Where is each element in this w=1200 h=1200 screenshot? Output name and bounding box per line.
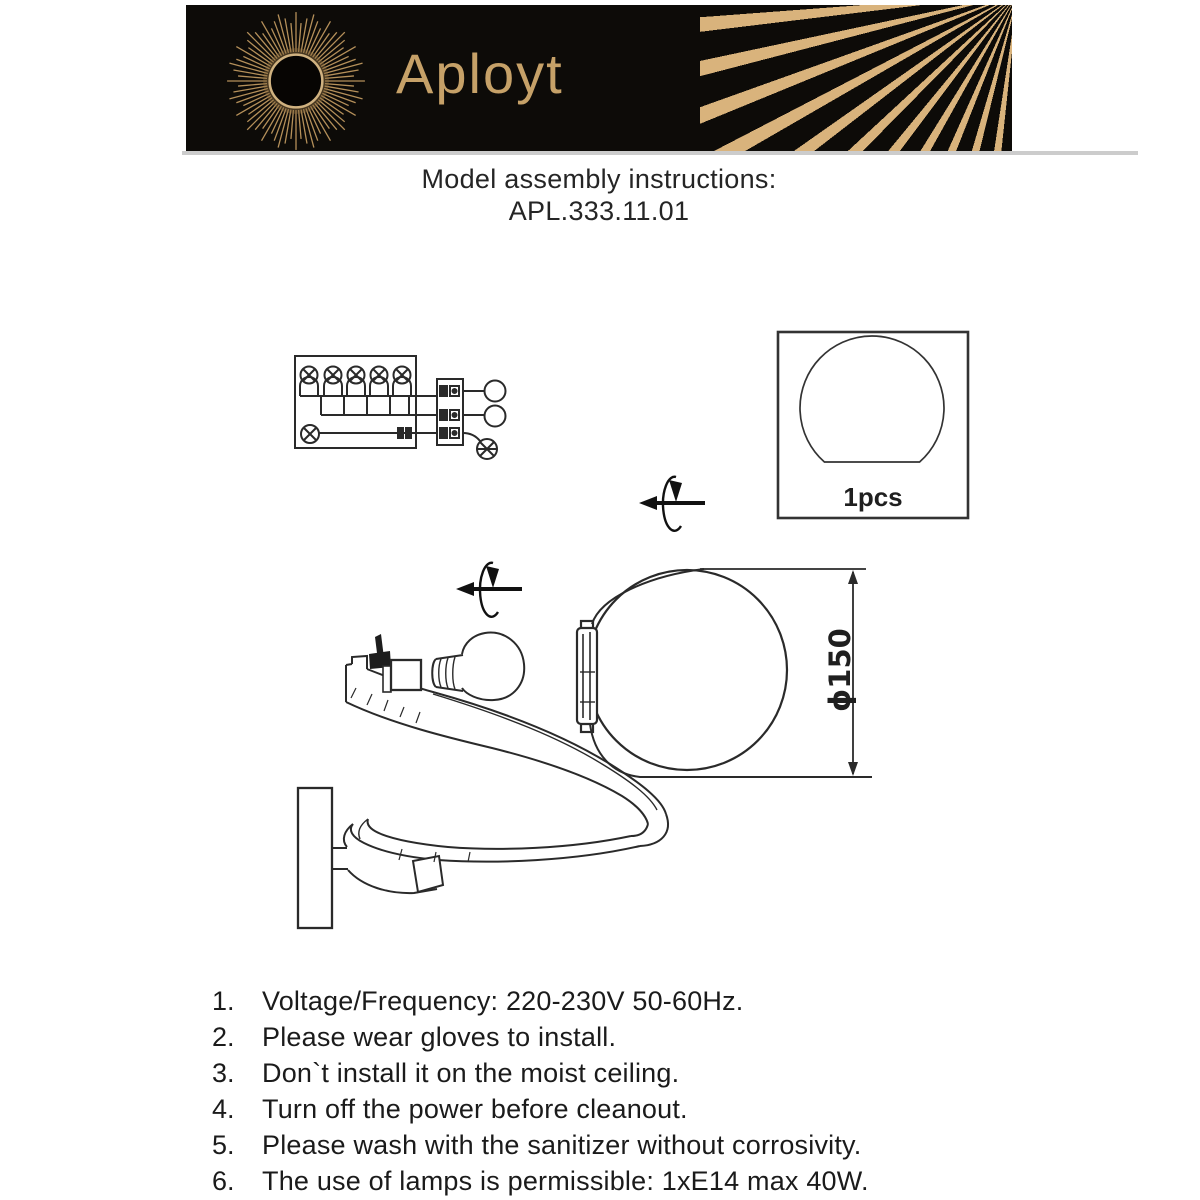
lamp-circle-x-icon [300,367,411,397]
rotation-arrow-icon [456,563,522,617]
item-number: 2. [212,1022,235,1052]
instruction-item [212,1094,869,1130]
terminal-block [437,379,463,445]
item-text: Voltage/Frequency: 220-230V 50-60Hz. [262,986,744,1016]
item-number: 6. [212,1166,235,1196]
wall-plate [298,788,332,928]
item-text: Don`t install it on the moist ceiling. [262,1058,680,1088]
arm-tip-notch [346,656,367,669]
item-number: 3. [212,1058,235,1088]
lamp-circle-x-icon [477,439,497,459]
instruction-item [212,1166,869,1200]
globe-shade-drawing [587,570,787,770]
diameter-dimension-label: ϕ150 [823,628,857,712]
rotation-arrow-icon [639,477,705,531]
item-text: Turn off the power before cleanout. [262,1094,688,1124]
item-text: The use of lamps is permissible: 1xE14 max 40W. [262,1166,869,1196]
parts-quantity-label: 1pcs [843,482,903,512]
instruction-item [212,1058,869,1094]
instruction-list [212,986,869,1200]
brand-logo-text: Aployt [396,42,564,105]
screw-icon [369,634,391,669]
title-line-2: APL.333.11.01 [508,196,690,226]
item-number: 4. [212,1094,235,1124]
spiral-lamp-drawing [298,633,668,928]
item-text: Please wash with the sanitizer without corrosivity. [262,1130,862,1160]
item-number: 1. [212,986,235,1016]
globe-clamp [577,621,597,732]
item-number: 5. [212,1130,235,1160]
bulb-icon [432,633,524,701]
title-line-1: Model assembly instructions: [421,164,777,194]
instruction-item [212,986,869,1022]
globe-shade-outline [800,336,944,462]
instruction-item [212,1130,869,1166]
item-text: Please wear gloves to install. [262,1022,617,1052]
wiring-diagram [295,356,506,459]
instruction-item [212,1022,869,1058]
